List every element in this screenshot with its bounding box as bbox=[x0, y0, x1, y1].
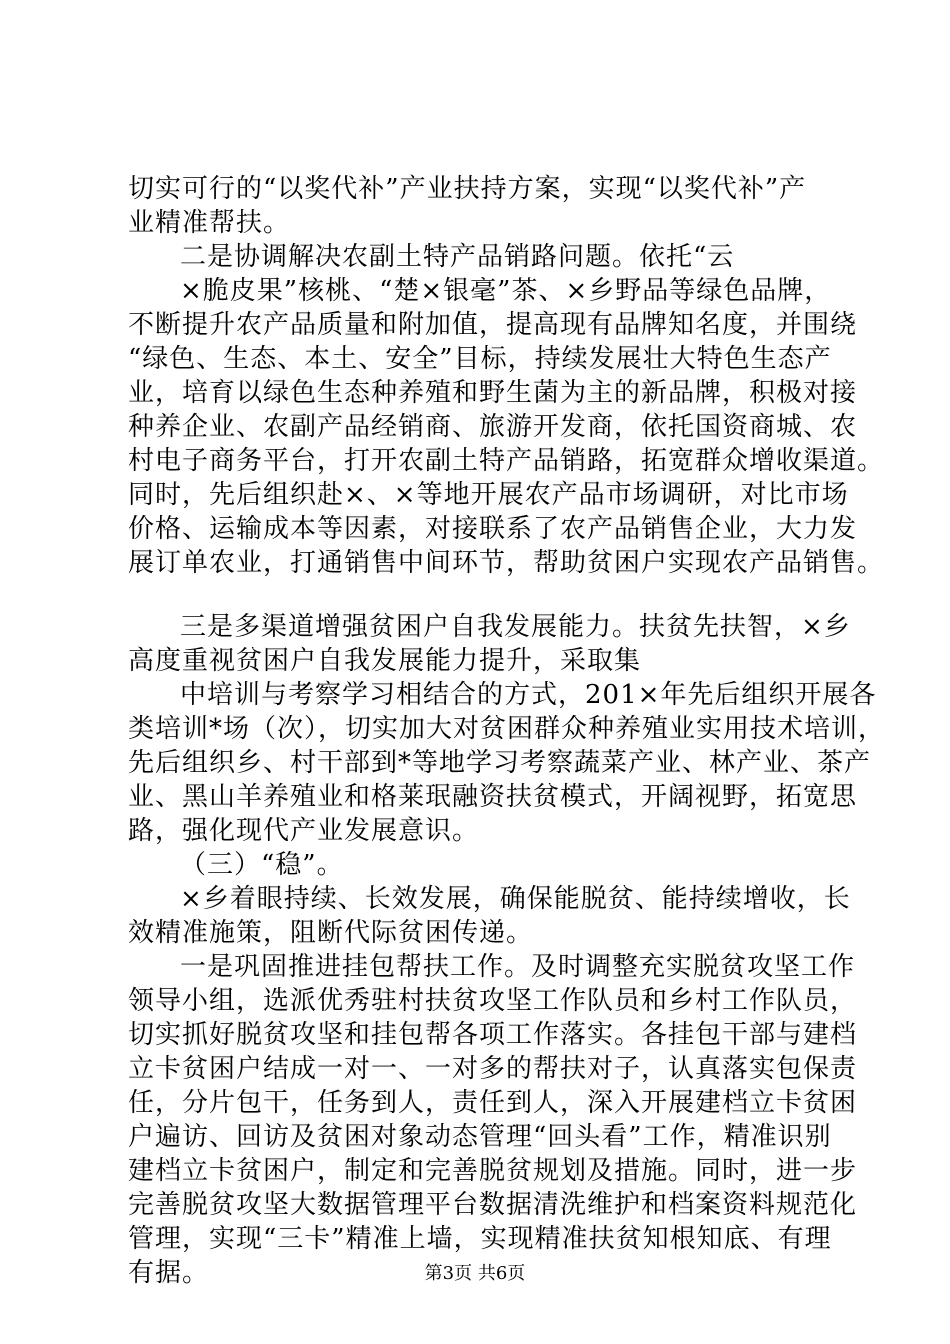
text-line: 户遍访、回访及贫困对象动态管理“回头看”工作，精准识别 bbox=[128, 1122, 832, 1152]
text-line: 价格、运输成本等因素，对接联系了农产品销售企业，大力发 bbox=[128, 514, 858, 544]
text-line: 切实抓好脱贫攻坚和挂包帮各项工作落实。各挂包干部与建档 bbox=[128, 1020, 858, 1050]
text-line: 完善脱贫攻坚大数据管理平台数据清洗维护和档案资料规范化 bbox=[128, 1190, 858, 1220]
text-line: 建档立卡贫困户，制定和完善脱贫规划及措施。同时，进一步 bbox=[128, 1156, 858, 1186]
text-line: 三是多渠道增强贫困户自我发展能力。扶贫先扶智，×乡 bbox=[180, 612, 851, 642]
text-line: 路，强化现代产业发展意识。 bbox=[128, 816, 480, 846]
text-line: 展订单农业，打通销售中间环节，帮助贫困户实现农产品销售。 bbox=[128, 548, 885, 578]
text-line: 同时，先后组织赴×、×等地开展农产品市场调研，对比市场 bbox=[128, 480, 849, 510]
text-line: 领导小组，选派优秀驻村扶贫攻坚工作队员和乡村工作队员， bbox=[128, 986, 858, 1016]
text-line: ×脆皮果”核桃、“楚×银毫”茶、×乡野品等绿色品牌， bbox=[180, 276, 832, 306]
text-line: 效精准施策，阻断代际贫困传递。 bbox=[128, 918, 534, 948]
text-line: “绿色、生态、本土、安全”目标，持续发展壮大特色生态产 bbox=[128, 344, 832, 374]
text-line: 立卡贫困户结成一对一、一对多的帮扶对子，认真落实包保责 bbox=[128, 1054, 858, 1084]
text-line: 二是协调解决农副土特产品销路问题。依托“云 bbox=[180, 242, 735, 272]
text-line: 类培训*场（次），切实加大对贫困群众种养殖业实用技术培训， bbox=[128, 714, 886, 744]
body-text bbox=[128, 172, 886, 1290]
text-line: 先后组织乡、村干部到*等地学习考察蔬菜产业、林产业、茶产 bbox=[128, 748, 872, 778]
text-line: 不断提升农产品质量和附加值，提高现有品牌知名度，并围绕 bbox=[128, 310, 858, 340]
text-line: 高度重视贫困户自我发展能力提升，采取集 bbox=[128, 646, 642, 676]
text-line: 管理，实现“三卡”精准上墙，实现精准扶贫知根知底、有理 bbox=[128, 1224, 832, 1254]
text-line: ×乡着眼持续、长效发展，确保能脱贫、能持续增收，长 bbox=[180, 884, 851, 914]
text-line: 业、黑山羊养殖业和格莱珉融资扶贫模式，开阔视野，拓宽思 bbox=[128, 782, 858, 812]
text-line: 业精准帮扶。 bbox=[128, 208, 291, 238]
section-heading: （三）“稳”。 bbox=[180, 850, 344, 880]
text-line: 一是巩固推进挂包帮扶工作。及时调整充实脱贫攻坚工作 bbox=[180, 952, 856, 982]
text-line: 任，分片包干，任务到人，责任到人，深入开展建档立卡贫困 bbox=[128, 1088, 858, 1118]
text-line: 村电子商务平台，打开农副土特产品销路，拓宽群众增收渠道。 bbox=[128, 446, 885, 476]
page-number-footer: 第3页 共6页 bbox=[424, 1263, 526, 1284]
text-line: 中培训与考察学习相结合的方式，201×年先后组织开展各 bbox=[180, 680, 877, 710]
text-line: 有据。 bbox=[128, 1258, 210, 1288]
text-line: 业，培育以绿色生态种养殖和野生菌为主的新品牌，积极对接 bbox=[128, 378, 858, 408]
text-line: 种养企业、农副产品经销商、旅游开发商，依托国资商城、农 bbox=[128, 412, 858, 442]
text-line: 切实可行的“以奖代补”产业扶持方案，实现“以奖代补”产 bbox=[128, 174, 807, 204]
